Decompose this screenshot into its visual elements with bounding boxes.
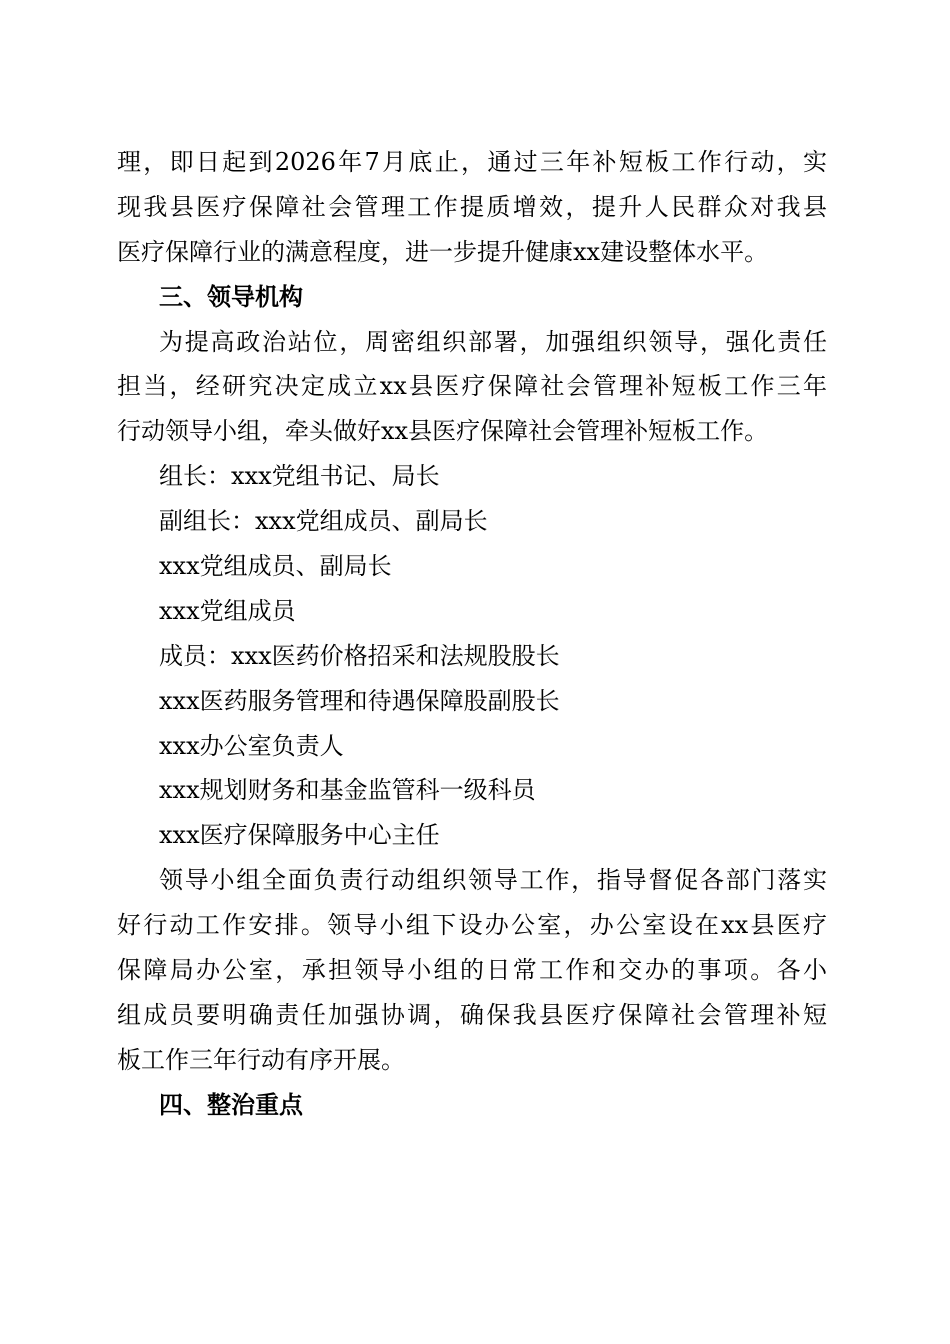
section-heading-key-points: 四、整治重点 xyxy=(159,1090,303,1119)
paragraph-line: 为提高政治站位，周密组织部署，加强组织领导，强化责任 xyxy=(159,327,827,356)
paragraph-line: 板工作三年行动有序开展。 xyxy=(117,1045,405,1074)
paragraph-line: 行动领导小组，牵头做好xx县医疗保障社会管理补短板工作。 xyxy=(117,417,769,446)
document-body xyxy=(117,140,827,1128)
paragraph-line: 理，即日起到2026年7月底止，通过三年补短板工作行动，实 xyxy=(117,148,827,176)
paragraph-line: 保障局办公室，承担领导小组的日常工作和交办的事项。各小 xyxy=(117,956,827,985)
paragraph-line: 担当，经研究决定成立xx县医疗保障社会管理补短板工作三年 xyxy=(117,372,827,401)
member-line: xxx党组成员 xyxy=(159,596,296,625)
paragraph-line: 领导小组全面负责行动组织领导工作，指导督促各部门落实 xyxy=(159,866,827,895)
member-line: xxx党组成员、副局长 xyxy=(159,552,392,581)
member-line: 组长：xxx党组书记、局长 xyxy=(159,462,440,491)
member-line: xxx规划财务和基金监管科一级科员 xyxy=(159,776,536,805)
member-line: 成员：xxx医药价格招采和法规股股长 xyxy=(159,641,560,670)
paragraph-line: 好行动工作安排。领导小组下设办公室，办公室设在xx县医疗 xyxy=(117,911,827,940)
member-line: xxx办公室负责人 xyxy=(159,731,344,760)
member-line: xxx医疗保障服务中心主任 xyxy=(159,821,440,850)
paragraph-line: 医疗保障行业的满意程度，进一步提升健康xx建设整体水平。 xyxy=(117,237,769,266)
section-heading-leadership: 三、领导机构 xyxy=(159,282,303,311)
paragraph-line: 现我县医疗保障社会管理工作提质增效，提升人民群众对我县 xyxy=(117,192,827,221)
member-line: xxx医药服务管理和待遇保障股副股长 xyxy=(159,686,560,715)
paragraph-line: 组成员要明确责任加强协调，确保我县医疗保障社会管理补短 xyxy=(117,1000,827,1029)
member-line: 副组长：xxx党组成员、副局长 xyxy=(159,507,488,536)
